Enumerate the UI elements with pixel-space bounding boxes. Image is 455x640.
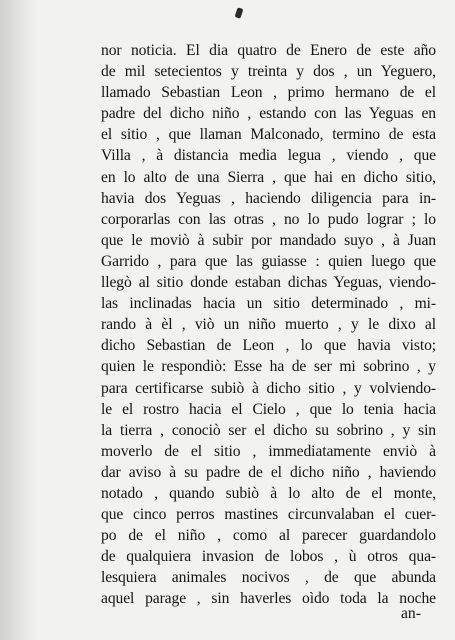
text-line: llegò al sitio donde estaban dichas Yeguas, viendo- <box>101 274 436 292</box>
text-line: lesquiera animales nocivos , de que abunda <box>101 569 436 587</box>
text-line: Garrido , para que las guiasse : quien luego que <box>101 252 436 270</box>
text-line: dar aviso à su padre de el dicho niño , haviendo <box>101 463 436 481</box>
text-line: quien le respondiò: Esse ha de ser mi sobrino , y <box>101 358 436 376</box>
body-text <box>101 40 436 610</box>
text-line: que cinco perros mastines circunvalaban el cuer- <box>101 506 436 524</box>
text-line: dicho Sebastian de Leon , lo que havia visto; <box>101 337 436 355</box>
text-line: moverlo de el sitio , immediatamente enviò à <box>101 442 436 460</box>
text-line: en lo alto de una Sierra , que hai en dicho sitio, <box>101 168 436 186</box>
text-line: padre del dicho niño , estando con las Yeguas en <box>101 105 436 123</box>
page-edge-shadow <box>0 0 40 640</box>
catchword: an- <box>401 605 421 622</box>
text-line: aquel parage , sin haverles oìdo toda la noche <box>101 590 436 608</box>
text-line: corporarlas con las otras , no lo pudo lograr ; lo <box>101 210 436 228</box>
text-line: po de el niño , como al parecer guardandolo <box>101 527 436 545</box>
text-line: que le moviò à subir por mandado suyo , à Juan <box>101 231 436 249</box>
text-line: llamado Sebastian Leon , primo hermano de el <box>101 84 436 102</box>
ink-mark <box>235 7 244 18</box>
text-line: havia dos Yeguas , haciendo diligencia para in- <box>101 189 436 207</box>
text-line: nor noticia. El dia quatro de Enero de este año <box>101 42 436 59</box>
text-line: Villa , à distancia media legua , viendo , que <box>101 147 436 165</box>
text-line: notado , quando subiò à lo alto de el monte, <box>101 484 436 502</box>
text-line: rando à èl , viò un niño muerto , y le dixo al <box>101 316 436 334</box>
text-line: para certificarse subiò à dicho sitio , y volviendo- <box>101 379 436 397</box>
text-line: de qualquiera invasion de lobos , ù otros qua- <box>101 548 436 566</box>
text-line: le el rostro hacia el Cielo , que lo tenia hacia <box>101 400 436 418</box>
text-line: la tierra , conociò ser el dicho su sobrino , y sin <box>101 421 436 439</box>
text-line: de mil setecientos y treinta y dos , un Yeguero, <box>101 63 436 81</box>
text-line: el sitio , que llaman Malconado, termino de esta <box>101 126 436 144</box>
text-line: las inclinadas hacia un sitio determinado , mi- <box>101 295 436 313</box>
